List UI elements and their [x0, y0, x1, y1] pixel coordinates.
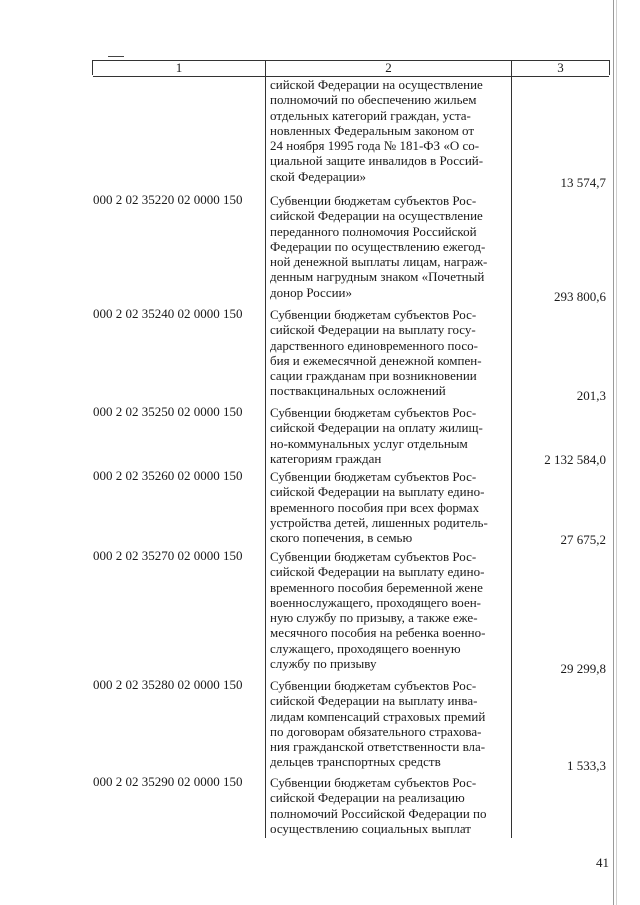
amount-cell: 2 132 584,0	[544, 452, 606, 467]
text-line: дельцев транспортных средств	[270, 754, 441, 770]
code-cell: 000 2 02 35250 02 0000 150	[93, 404, 243, 419]
text-line: Субвенции бюджетам субъектов Рос-	[270, 678, 477, 693]
text-line: ной денежной выплаты лицам, награж-	[270, 254, 488, 270]
description-cell	[270, 678, 510, 770]
text-line: лидам компенсаций страховых премий	[270, 708, 486, 724]
text-line: ния гражданской ответственности вла-	[270, 739, 486, 755]
scan-edge-line	[613, 0, 614, 905]
text-line: но-коммунальных услуг отдельным	[270, 435, 468, 451]
text-line: 24 ноября 1995 года № 181-ФЗ «О со-	[270, 138, 480, 154]
text-line: ской Федерации»	[270, 168, 367, 184]
text-line: временного пособия при всех формах	[270, 499, 480, 515]
text-line: сации гражданам при возникновении	[270, 368, 477, 384]
text-line: сийской Федерации на выплату едино-	[270, 564, 485, 580]
text-line: новленных Федеральным законом от	[270, 122, 475, 138]
text-line: сийской Федерации на выплату инва-	[270, 693, 478, 709]
continuation-text	[270, 77, 510, 184]
text-line: циальной защите инвалидов в Россий-	[270, 153, 484, 169]
text-line: ского попечения, в семью	[270, 530, 413, 546]
amount-cell: 293 800,6	[554, 289, 606, 304]
amount-cell: 29 299,8	[560, 661, 606, 676]
description-cell	[270, 405, 510, 466]
stray-mark	[108, 56, 124, 57]
amount-cell: 13 574,7	[560, 175, 606, 190]
table-rule-left	[92, 60, 93, 75]
text-line: служащего, проходящего военную	[270, 640, 461, 656]
text-line: по договорам обязательного страхова-	[270, 723, 482, 739]
table-rule-col-2-3	[511, 60, 512, 838]
text-line: категориям граждан	[270, 450, 382, 466]
text-line: сийской Федерации на осуществление	[270, 208, 483, 224]
code-cell: 000 2 02 35270 02 0000 150	[93, 548, 243, 563]
text-line: сийской Федерации на осуществление	[270, 77, 483, 92]
text-line: Субвенции бюджетам субъектов Рос-	[270, 549, 477, 564]
header-col-2: 2	[266, 60, 511, 77]
table-rule-right	[609, 60, 610, 75]
text-line: полномочий по обеспечению жильем	[270, 92, 477, 108]
text-line: дарственного единовременного посо-	[270, 337, 478, 353]
text-line: временного пособия беременной жене	[270, 579, 483, 595]
text-line: сийской Федерации на реализацию	[270, 790, 465, 806]
text-line: денным нагрудным знаком «Почетный	[270, 269, 485, 285]
description-cell	[270, 549, 510, 671]
text-line: военнослужащего, проходящего воен-	[270, 594, 482, 610]
text-line: полномочий Российской Федерации по	[270, 805, 487, 821]
text-line: службу по призыву	[270, 656, 377, 672]
description-cell	[270, 193, 510, 300]
text-line: бия и ежемесячной денежной компен-	[270, 352, 482, 368]
text-line: донор России»	[270, 284, 353, 300]
text-line: устройства детей, лишенных родитель-	[270, 514, 488, 530]
text-line: Субвенции бюджетам субъектов Рос-	[270, 469, 477, 484]
text-line: Субвенции бюджетам субъектов Рос-	[270, 193, 477, 208]
page-number: 41	[596, 855, 609, 870]
amount-cell: 201,3	[576, 388, 606, 403]
text-line: сийской Федерации на выплату госу-	[270, 322, 476, 338]
text-line: осуществлению социальных выплат	[270, 820, 471, 836]
description-cell	[270, 775, 510, 836]
text-line: поствакцинальных осложнений	[270, 383, 446, 399]
text-line: переданного полномочия Российской	[270, 223, 477, 239]
text-line: Субвенции бюджетам субъектов Рос-	[270, 405, 477, 420]
text-line: сийской Федерации на выплату едино-	[270, 484, 485, 500]
amount-cell: 1 533,3	[567, 758, 606, 773]
text-line: месячного пособия на ребенка военно-	[270, 625, 486, 641]
code-cell: 000 2 02 35240 02 0000 150	[93, 306, 243, 321]
header-col-1: 1	[93, 60, 265, 77]
code-cell: 000 2 02 35260 02 0000 150	[93, 468, 243, 483]
code-cell: 000 2 02 35280 02 0000 150	[93, 677, 243, 692]
text-line: Субвенции бюджетам субъектов Рос-	[270, 775, 477, 790]
scan-edge-line-faint	[616, 0, 617, 905]
code-cell: 000 2 02 35290 02 0000 150	[93, 774, 243, 789]
text-line: ную службу по призыву, а также еже-	[270, 610, 478, 626]
description-cell	[270, 469, 510, 545]
header-col-3: 3	[512, 60, 609, 77]
text-line: сийской Федерации на оплату жилищ-	[270, 420, 483, 436]
code-cell: 000 2 02 35220 02 0000 150	[93, 192, 243, 207]
text-line: Субвенции бюджетам субъектов Рос-	[270, 307, 477, 322]
text-line: отдельных категорий граждан, уста-	[270, 107, 471, 123]
description-cell	[270, 307, 510, 399]
table-rule-col-1-2	[265, 60, 266, 838]
amount-cell: 27 675,2	[560, 532, 606, 547]
text-line: Федерации по осуществлению ежегод-	[270, 238, 486, 254]
